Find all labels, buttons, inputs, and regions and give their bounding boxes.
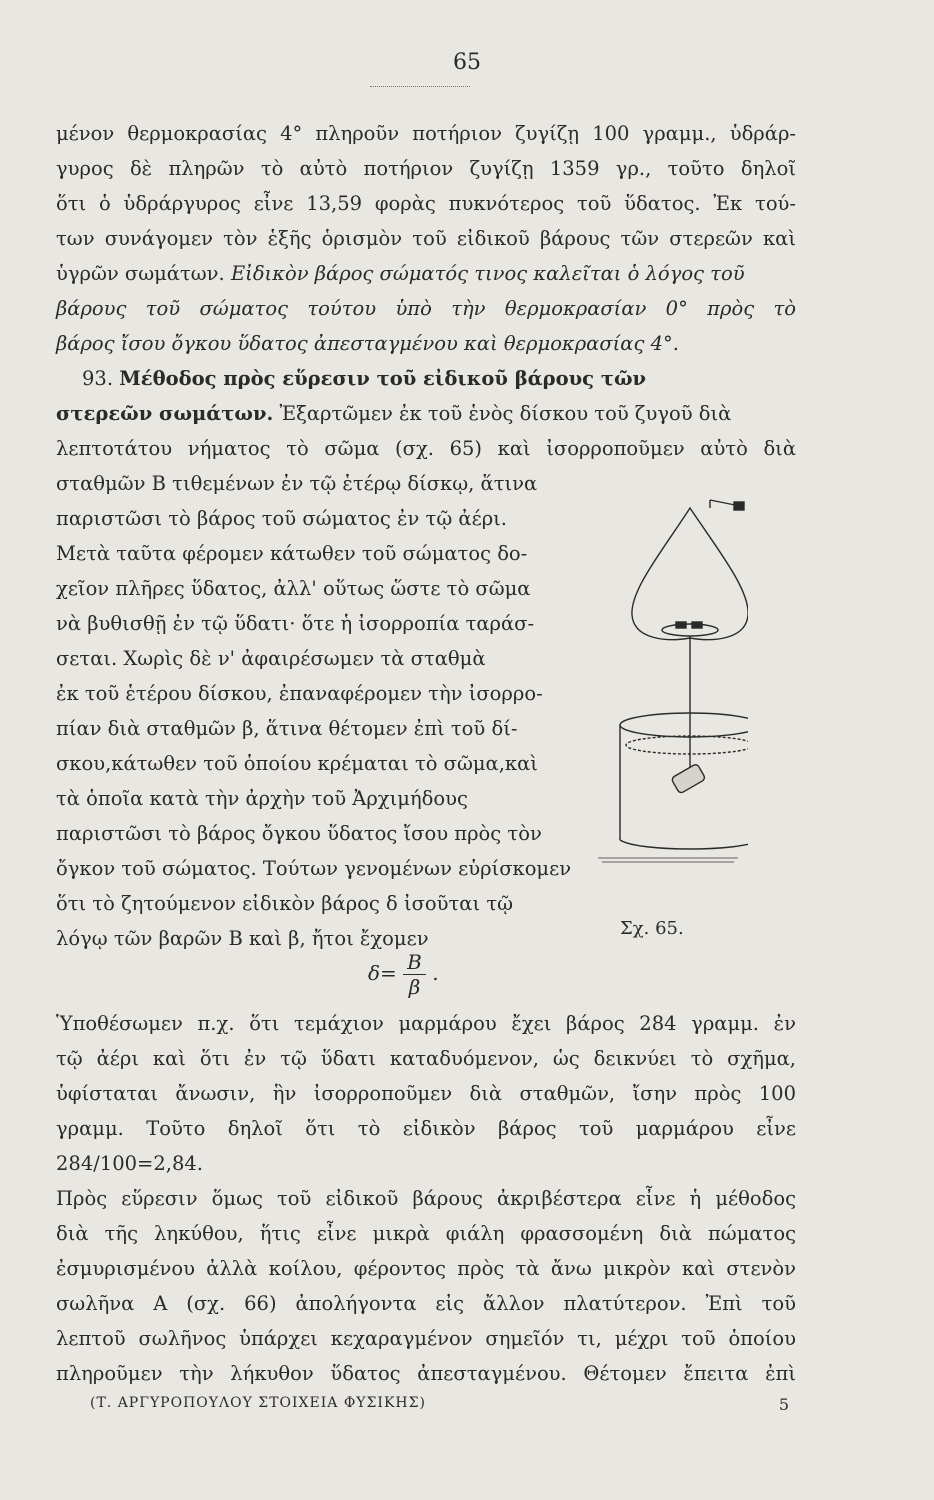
text-line: λόγῳ τῶν βαρῶν Β καὶ β, ἤτοι ἔχομεν [56, 927, 429, 950]
ratio-line: 284/100=2,84. [56, 1152, 203, 1175]
text-line: σταθμῶν Β τιθεμένων ἐν τῷ ἑτέρῳ δίσκῳ, ἅτινα [56, 472, 538, 495]
text-line: ὅτι τὸ ζητούμενον εἰδικὸν βάρος δ ἰσοῦται τῷ [56, 892, 514, 915]
formula-end: . [432, 961, 439, 985]
text-line: ὑφίσταται ἄνωσιν, ἣν ἰσορροποῦμεν διὰ σταθμῶν, ἴσην πρὸς 100 [56, 1082, 796, 1105]
definition-lead: ὑγρῶν σωμάτων. [56, 262, 225, 285]
text-line: μένον θερμοκρασίας 4° πληροῦν ποτήριον ζυγίζῃ 100 γραμμ., ὑδράρ- [56, 122, 796, 145]
balance-figure [588, 480, 748, 870]
section-title: Μέθοδος πρὸς εὕρεσιν τοῦ εἰδικοῦ βάρους τῶν [119, 367, 647, 390]
formula-fraction [403, 950, 426, 999]
page-number-rule [370, 86, 470, 87]
figure-caption: Σχ. 65. [620, 918, 684, 939]
formula-numerator: B [403, 950, 426, 975]
text-line: πληροῦμεν τὴν λήκυθον ὕδατος ἀπεσταγμένου. Θέτομεν ἔπειτα ἐπὶ [56, 1362, 796, 1385]
text-line: ὄγκον τοῦ σώματος. Τούτων γενομένων εὑρίσκομεν [56, 857, 572, 880]
text-line: νὰ βυθισθῇ ἐν τῷ ὕδατι· ὅτε ἡ ἰσορροπία ταράσ- [56, 612, 535, 635]
text-line: γυρος δὲ πληρῶν τὸ αὐτὸ ποτήριον ζυγίζῃ 1359 γρ., τοῦτο δηλοῖ [56, 157, 796, 180]
text-line: σκου,κάτωθεν τοῦ ὁποίου κρέμαται τὸ σῶμα,καὶ [56, 752, 538, 775]
text-line: χεῖον πλῆρες ὕδατος, ἀλλ' οὕτως ὥστε τὸ σῶμα [56, 577, 531, 600]
page-number: 65 [453, 50, 481, 75]
section-title: στερεῶν σωμάτων. [56, 402, 274, 425]
definition-text: βάρους τοῦ σώματος τούτου ὑπὸ τὴν θερμοκρασίαν 0° πρὸς τὸ [56, 297, 796, 320]
text-line: ἐκ τοῦ ἑτέρου δίσκου, ἐπαναφέρομεν τὴν ἰσορρο- [56, 682, 543, 705]
text-line [56, 404, 796, 424]
section-text: Ἐξαρτῶμεν ἐκ τοῦ ἑνὸς δίσκου τοῦ ζυγοῦ διὰ [279, 402, 732, 425]
formula [368, 950, 439, 999]
text-line: διὰ τῆς ληκύθου, ἥτις εἶνε μικρὰ φιάλη φρασσομένη διὰ πώματος [56, 1222, 796, 1245]
text-line: ὅτι ὁ ὑδράργυρος εἶνε 13,59 φορὰς πυκνότερος τοῦ ὕδατος. Ἐκ τού- [56, 192, 796, 215]
definition-text: βάρος ἴσου ὄγκου ὕδατος ἀπεσταγμένου καὶ θερμοκρασίας 4°. [56, 332, 679, 355]
text-line: σωλῆνα Α (σχ. 66) ἀπολήγοντα εἰς ἄλλον πλατύτερον. Ἐπὶ τοῦ [56, 1292, 796, 1315]
text-line: παριστῶσι τὸ βάρος ὄγκου ὕδατος ἴσου πρὸς τὸν [56, 822, 542, 845]
text-line: λεπτοτάτου νήματος τὸ σῶμα (σχ. 65) καὶ ἰσορροποῦμεν αὐτὸ διὰ [56, 437, 796, 460]
text-line: γραμμ. Τοῦτο δηλοῖ ὅτι τὸ εἰδικὸν βάρος τοῦ μαρμάρου εἶνε [56, 1117, 796, 1140]
text-line: Ὑποθέσωμεν π.χ. ὅτι τεμάχιον μαρμάρου ἔχει βάρος 284 γραμμ. ἐν [56, 1012, 796, 1035]
formula-denominator: β [408, 975, 421, 999]
text-line: τῷ ἀέρι καὶ ὅτι ἐν τῷ ὕδατι καταδυόμενον, ὡς δεικνύει τὸ σχῆμα, [56, 1047, 796, 1070]
text-line: τὰ ὁποῖα κατὰ τὴν ἀρχὴν τοῦ Ἀρχιμήδους [56, 787, 468, 810]
text-line: ἐσμυρισμένου ἀλλὰ κοίλου, φέροντος πρὸς τὰ ἄνω μικρὸν καὶ στενὸν [56, 1257, 796, 1280]
text-line [56, 264, 796, 284]
section-number: 93. [82, 367, 114, 390]
text-line: Μετὰ ταῦτα φέρομεν κάτωθεν τοῦ σώματος δο- [56, 542, 528, 565]
footer [90, 1395, 790, 1414]
definition-text: Εἰδικὸν βάρος σώματός τινος καλεῖται ὁ λόγος τοῦ [230, 262, 745, 285]
section-heading [82, 369, 796, 389]
text-line: των συνάγομεν τὸν ἑξῆς ὁρισμὸν τοῦ εἰδικοῦ βάρους τῶν στερεῶν καὶ [56, 227, 796, 250]
text-line: σεται. Χωρὶς δὲ ν' ἀφαιρέσωμεν τὰ σταθμὰ [56, 647, 486, 670]
formula-lhs: δ= [368, 961, 397, 985]
text-line: λεπτοῦ σωλῆνος ὑπάρχει κεχαραγμένον σημεῖόν τι, μέχρι τοῦ ὁποίου [56, 1327, 796, 1350]
signature-mark: 5 [778, 1395, 790, 1414]
text-line: παριστῶσι τὸ βάρος τοῦ σώματος ἐν τῷ ἀέρι. [56, 507, 508, 530]
text-line: πίαν διὰ σταθμῶν β, ἅτινα θέτομεν ἐπὶ τοῦ δί- [56, 717, 518, 740]
text-line: Πρὸς εὕρεσιν ὅμως τοῦ εἰδικοῦ βάρους ἀκριβέστερα εἶνε ἡ μέθοδος [56, 1187, 796, 1210]
footer-title: (Τ. ΑΡΓΥΡΟΠΟΥΛΟΥ ΣΤΟΙΧΕΙΑ ΦΥΣΙΚΗΣ) [90, 1395, 426, 1411]
